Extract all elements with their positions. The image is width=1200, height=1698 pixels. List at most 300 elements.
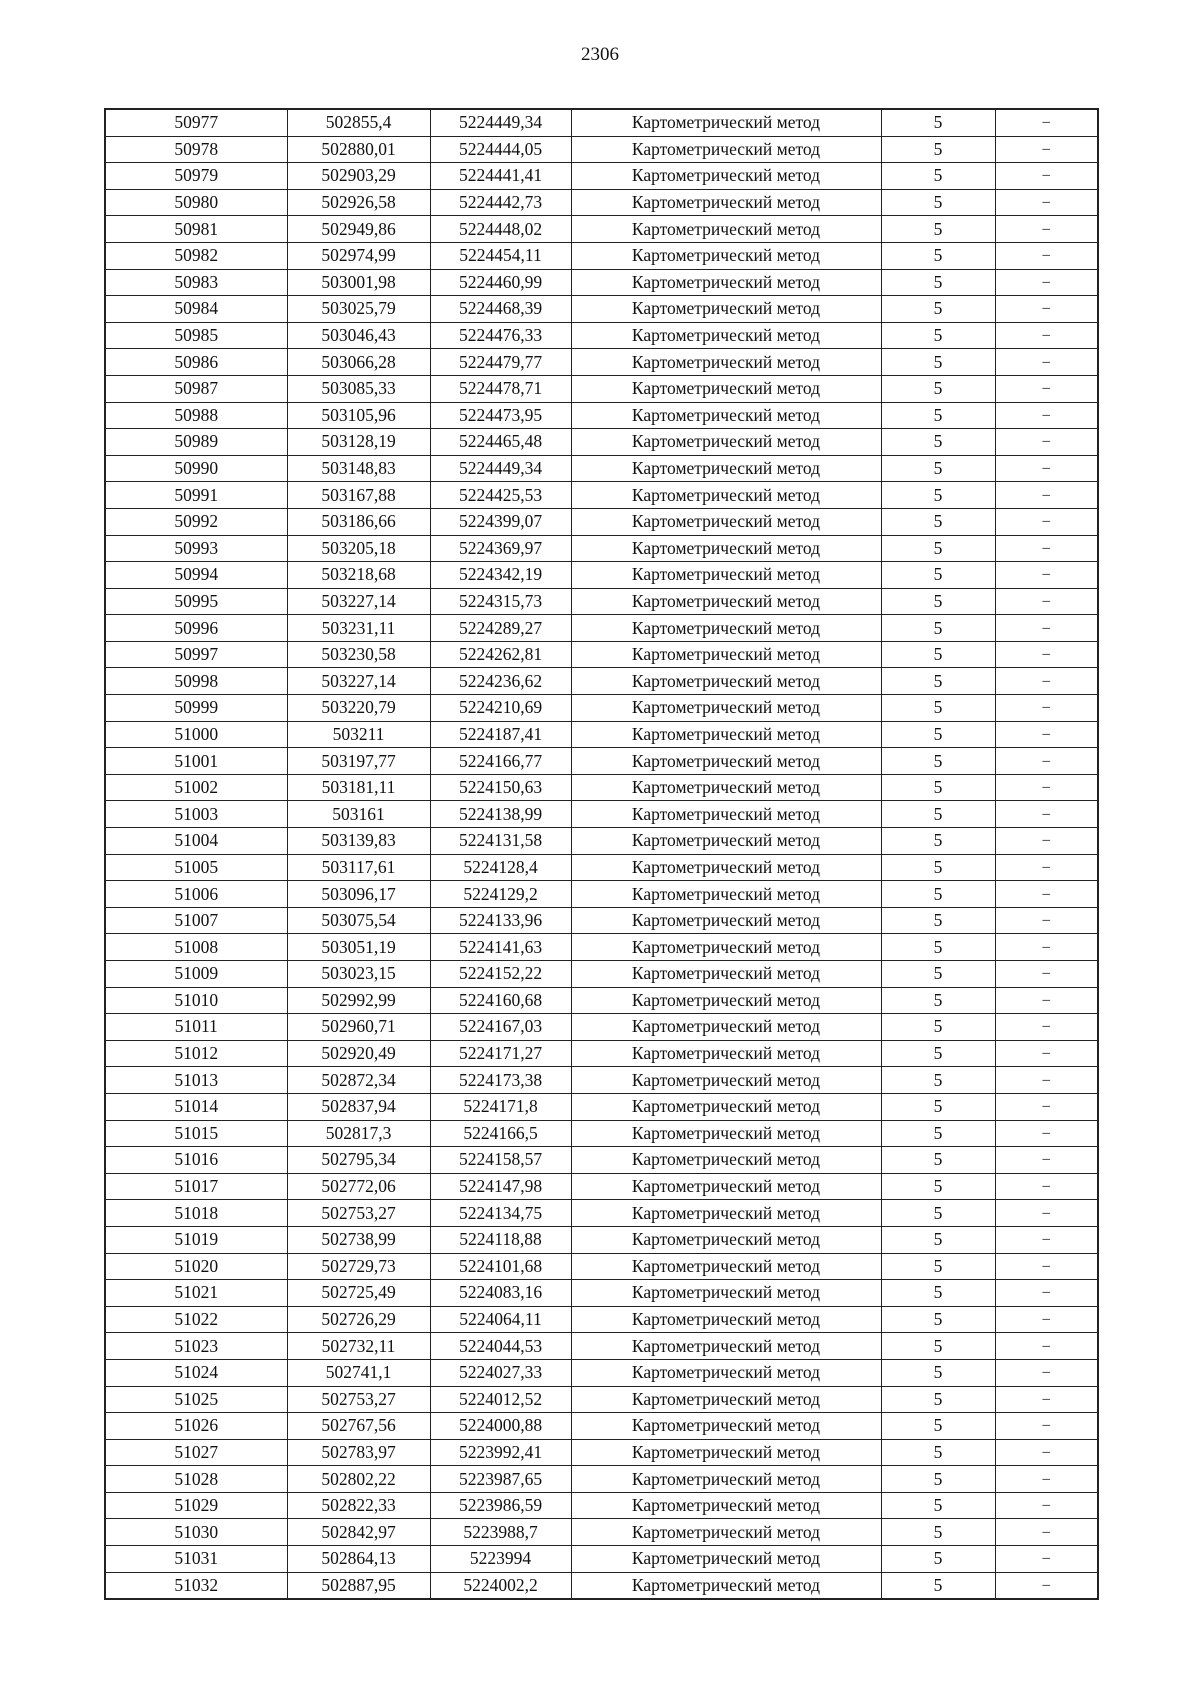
accuracy-cell: 5 [881,508,995,535]
accuracy-cell: 5 [881,588,995,615]
x-coordinate-cell: 503139,83 [287,828,430,855]
note-cell: – [995,216,1098,243]
accuracy-cell: 5 [881,482,995,509]
note-cell: – [995,109,1098,136]
point-number-cell: 50982 [105,242,287,269]
method-cell: Картометрический метод [571,641,881,668]
method-cell: Картометрический метод [571,189,881,216]
note-cell: – [995,1067,1098,1094]
accuracy-cell: 5 [881,1014,995,1041]
table-row [105,269,1098,296]
method-cell: Картометрический метод [571,828,881,855]
accuracy-cell: 5 [881,801,995,828]
point-number-cell: 51027 [105,1439,287,1466]
note-cell: – [995,402,1098,429]
point-number-cell: 51022 [105,1306,287,1333]
method-cell: Картометрический метод [571,216,881,243]
table-row [105,1439,1098,1466]
y-coordinate-cell: 5224138,99 [430,801,571,828]
note-cell: – [995,375,1098,402]
point-number-cell: 51018 [105,1200,287,1227]
method-cell: Картометрический метод [571,668,881,695]
note-cell: – [995,668,1098,695]
method-cell: Картометрический метод [571,1173,881,1200]
table-row [105,828,1098,855]
note-cell: – [995,163,1098,190]
table-row [105,1093,1098,1120]
accuracy-cell: 5 [881,535,995,562]
y-coordinate-cell: 5224425,53 [430,482,571,509]
method-cell: Картометрический метод [571,1466,881,1493]
accuracy-cell: 5 [881,695,995,722]
table-row [105,748,1098,775]
y-coordinate-cell: 5224044,53 [430,1333,571,1360]
coordinates-table [104,108,1099,1600]
x-coordinate-cell: 503227,14 [287,668,430,695]
table-row [105,1359,1098,1386]
y-coordinate-cell: 5224167,03 [430,1014,571,1041]
x-coordinate-cell: 503230,58 [287,641,430,668]
table-row [105,588,1098,615]
y-coordinate-cell: 5224012,52 [430,1386,571,1413]
point-number-cell: 51023 [105,1333,287,1360]
method-cell: Картометрический метод [571,535,881,562]
accuracy-cell: 5 [881,349,995,376]
accuracy-cell: 5 [881,163,995,190]
method-cell: Картометрический метод [571,695,881,722]
point-number-cell: 50997 [105,641,287,668]
method-cell: Картометрический метод [571,1093,881,1120]
note-cell: – [995,934,1098,961]
note-cell: – [995,535,1098,562]
note-cell: – [995,1413,1098,1440]
note-cell: – [995,695,1098,722]
x-coordinate-cell: 502817,3 [287,1120,430,1147]
y-coordinate-cell: 5224147,98 [430,1173,571,1200]
method-cell: Картометрический метод [571,1546,881,1573]
y-coordinate-cell: 5224134,75 [430,1200,571,1227]
note-cell: – [995,907,1098,934]
table-row [105,562,1098,589]
x-coordinate-cell: 503211 [287,721,430,748]
x-coordinate-cell: 503227,14 [287,588,430,615]
accuracy-cell: 5 [881,109,995,136]
table-row [105,296,1098,323]
y-coordinate-cell: 5224236,62 [430,668,571,695]
x-coordinate-cell: 502783,97 [287,1439,430,1466]
point-number-cell: 51002 [105,774,287,801]
point-number-cell: 51013 [105,1067,287,1094]
x-coordinate-cell: 502732,11 [287,1333,430,1360]
y-coordinate-cell: 5223986,59 [430,1492,571,1519]
y-coordinate-cell: 5224171,8 [430,1093,571,1120]
table-row [105,801,1098,828]
method-cell: Картометрический метод [571,1386,881,1413]
note-cell: – [995,641,1098,668]
y-coordinate-cell: 5224002,2 [430,1572,571,1599]
point-number-cell: 50996 [105,615,287,642]
point-number-cell: 51008 [105,934,287,961]
method-cell: Картометрический метод [571,1519,881,1546]
point-number-cell: 50984 [105,296,287,323]
accuracy-cell: 5 [881,296,995,323]
table-row [105,189,1098,216]
x-coordinate-cell: 503205,18 [287,535,430,562]
method-cell: Картометрический метод [571,1014,881,1041]
x-coordinate-cell: 503161 [287,801,430,828]
table-row [105,163,1098,190]
x-coordinate-cell: 502729,73 [287,1253,430,1280]
accuracy-cell: 5 [881,1173,995,1200]
x-coordinate-cell: 503181,11 [287,774,430,801]
method-cell: Картометрический метод [571,1120,881,1147]
x-coordinate-cell: 502822,33 [287,1492,430,1519]
method-cell: Картометрический метод [571,562,881,589]
x-coordinate-cell: 503023,15 [287,961,430,988]
accuracy-cell: 5 [881,1492,995,1519]
y-coordinate-cell: 5224141,63 [430,934,571,961]
point-number-cell: 51025 [105,1386,287,1413]
accuracy-cell: 5 [881,1200,995,1227]
method-cell: Картометрический метод [571,109,881,136]
point-number-cell: 51001 [105,748,287,775]
y-coordinate-cell: 5224000,88 [430,1413,571,1440]
y-coordinate-cell: 5223987,65 [430,1466,571,1493]
method-cell: Картометрический метод [571,881,881,908]
method-cell: Картометрический метод [571,1439,881,1466]
table-row [105,429,1098,456]
y-coordinate-cell: 5224166,77 [430,748,571,775]
y-coordinate-cell: 5224399,07 [430,508,571,535]
x-coordinate-cell: 503025,79 [287,296,430,323]
note-cell: – [995,1572,1098,1599]
point-number-cell: 50991 [105,482,287,509]
method-cell: Картометрический метод [571,801,881,828]
note-cell: – [995,508,1098,535]
method-cell: Картометрический метод [571,588,881,615]
note-cell: – [995,721,1098,748]
table-row [105,109,1098,136]
table-row [105,1014,1098,1041]
point-number-cell: 51005 [105,854,287,881]
accuracy-cell: 5 [881,269,995,296]
table-row [105,1173,1098,1200]
y-coordinate-cell: 5224342,19 [430,562,571,589]
x-coordinate-cell: 502855,4 [287,109,430,136]
note-cell: – [995,429,1098,456]
table-row [105,1200,1098,1227]
point-number-cell: 51028 [105,1466,287,1493]
method-cell: Картометрический метод [571,508,881,535]
y-coordinate-cell: 5224289,27 [430,615,571,642]
accuracy-cell: 5 [881,189,995,216]
x-coordinate-cell: 502880,01 [287,136,430,163]
y-coordinate-cell: 5224160,68 [430,987,571,1014]
x-coordinate-cell: 503096,17 [287,881,430,908]
x-coordinate-cell: 502753,27 [287,1200,430,1227]
point-number-cell: 51011 [105,1014,287,1041]
y-coordinate-cell: 5223988,7 [430,1519,571,1546]
point-number-cell: 51003 [105,801,287,828]
note-cell: – [995,588,1098,615]
table-row [105,854,1098,881]
y-coordinate-cell: 5224131,58 [430,828,571,855]
point-number-cell: 50995 [105,588,287,615]
accuracy-cell: 5 [881,1386,995,1413]
y-coordinate-cell: 5224152,22 [430,961,571,988]
method-cell: Картометрический метод [571,774,881,801]
point-number-cell: 51019 [105,1226,287,1253]
method-cell: Картометрический метод [571,136,881,163]
method-cell: Картометрический метод [571,349,881,376]
x-coordinate-cell: 503148,83 [287,455,430,482]
table-row [105,907,1098,934]
note-cell: – [995,1333,1098,1360]
table-row [105,641,1098,668]
method-cell: Картометрический метод [571,1492,881,1519]
method-cell: Картометрический метод [571,1200,881,1227]
accuracy-cell: 5 [881,774,995,801]
y-coordinate-cell: 5224454,11 [430,242,571,269]
table-row [105,721,1098,748]
note-cell: – [995,1492,1098,1519]
table-row [105,1067,1098,1094]
accuracy-cell: 5 [881,1413,995,1440]
x-coordinate-cell: 503220,79 [287,695,430,722]
point-number-cell: 51000 [105,721,287,748]
x-coordinate-cell: 502741,1 [287,1359,430,1386]
y-coordinate-cell: 5224166,5 [430,1120,571,1147]
x-coordinate-cell: 502864,13 [287,1546,430,1573]
accuracy-cell: 5 [881,1333,995,1360]
table-row [105,1492,1098,1519]
point-number-cell: 51009 [105,961,287,988]
x-coordinate-cell: 503105,96 [287,402,430,429]
note-cell: – [995,1147,1098,1174]
table-row [105,455,1098,482]
x-coordinate-cell: 503218,68 [287,562,430,589]
point-number-cell: 50985 [105,322,287,349]
method-cell: Картометрический метод [571,429,881,456]
point-number-cell: 51026 [105,1413,287,1440]
x-coordinate-cell: 502726,29 [287,1306,430,1333]
table-row [105,1572,1098,1599]
x-coordinate-cell: 502887,95 [287,1572,430,1599]
method-cell: Картометрический метод [571,615,881,642]
y-coordinate-cell: 5224476,33 [430,322,571,349]
method-cell: Картометрический метод [571,269,881,296]
note-cell: – [995,1386,1098,1413]
accuracy-cell: 5 [881,748,995,775]
table-row [105,535,1098,562]
accuracy-cell: 5 [881,961,995,988]
point-number-cell: 50990 [105,455,287,482]
y-coordinate-cell: 5223992,41 [430,1439,571,1466]
method-cell: Картометрический метод [571,987,881,1014]
note-cell: – [995,854,1098,881]
point-number-cell: 50979 [105,163,287,190]
accuracy-cell: 5 [881,1359,995,1386]
table-row [105,1120,1098,1147]
y-coordinate-cell: 5224083,16 [430,1280,571,1307]
point-number-cell: 50993 [105,535,287,562]
point-number-cell: 50977 [105,109,287,136]
accuracy-cell: 5 [881,429,995,456]
point-number-cell: 50987 [105,375,287,402]
y-coordinate-cell: 5224449,34 [430,455,571,482]
method-cell: Картометрический метод [571,854,881,881]
method-cell: Картометрический метод [571,1226,881,1253]
table-row [105,242,1098,269]
y-coordinate-cell: 5223994 [430,1546,571,1573]
method-cell: Картометрический метод [571,1359,881,1386]
y-coordinate-cell: 5224369,97 [430,535,571,562]
y-coordinate-cell: 5224448,02 [430,216,571,243]
table-row [105,1333,1098,1360]
method-cell: Картометрический метод [571,1280,881,1307]
accuracy-cell: 5 [881,242,995,269]
point-number-cell: 51021 [105,1280,287,1307]
note-cell: – [995,961,1098,988]
accuracy-cell: 5 [881,1439,995,1466]
accuracy-cell: 5 [881,1546,995,1573]
table-row [105,1413,1098,1440]
y-coordinate-cell: 5224118,88 [430,1226,571,1253]
table-row [105,987,1098,1014]
accuracy-cell: 5 [881,668,995,695]
note-cell: – [995,987,1098,1014]
x-coordinate-cell: 502795,34 [287,1147,430,1174]
x-coordinate-cell: 503051,19 [287,934,430,961]
point-number-cell: 50983 [105,269,287,296]
note-cell: – [995,1040,1098,1067]
note-cell: – [995,349,1098,376]
table-row [105,349,1098,376]
accuracy-cell: 5 [881,1093,995,1120]
x-coordinate-cell: 503231,11 [287,615,430,642]
point-number-cell: 51020 [105,1253,287,1280]
accuracy-cell: 5 [881,1147,995,1174]
accuracy-cell: 5 [881,934,995,961]
point-number-cell: 51030 [105,1519,287,1546]
note-cell: – [995,1173,1098,1200]
y-coordinate-cell: 5224129,2 [430,881,571,908]
accuracy-cell: 5 [881,1572,995,1599]
accuracy-cell: 5 [881,641,995,668]
accuracy-cell: 5 [881,907,995,934]
method-cell: Картометрический метод [571,322,881,349]
accuracy-cell: 5 [881,562,995,589]
note-cell: – [995,1014,1098,1041]
y-coordinate-cell: 5224027,33 [430,1359,571,1386]
point-number-cell: 51032 [105,1572,287,1599]
x-coordinate-cell: 503117,61 [287,854,430,881]
y-coordinate-cell: 5224465,48 [430,429,571,456]
x-coordinate-cell: 502738,99 [287,1226,430,1253]
note-cell: – [995,1359,1098,1386]
accuracy-cell: 5 [881,721,995,748]
accuracy-cell: 5 [881,402,995,429]
point-number-cell: 50980 [105,189,287,216]
note-cell: – [995,136,1098,163]
x-coordinate-cell: 503128,19 [287,429,430,456]
y-coordinate-cell: 5224171,27 [430,1040,571,1067]
note-cell: – [995,562,1098,589]
method-cell: Картометрический метод [571,402,881,429]
table-row [105,322,1098,349]
accuracy-cell: 5 [881,1306,995,1333]
note-cell: – [995,482,1098,509]
accuracy-cell: 5 [881,1253,995,1280]
x-coordinate-cell: 502767,56 [287,1413,430,1440]
x-coordinate-cell: 503066,28 [287,349,430,376]
table-row [105,1147,1098,1174]
point-number-cell: 51015 [105,1120,287,1147]
table-body [105,109,1098,1599]
point-number-cell: 51004 [105,828,287,855]
accuracy-cell: 5 [881,1067,995,1094]
note-cell: – [995,1093,1098,1120]
method-cell: Картометрический метод [571,455,881,482]
method-cell: Картометрический метод [571,1147,881,1174]
table-row [105,216,1098,243]
point-number-cell: 50992 [105,508,287,535]
method-cell: Картометрический метод [571,961,881,988]
table-row [105,668,1098,695]
accuracy-cell: 5 [881,1120,995,1147]
y-coordinate-cell: 5224441,41 [430,163,571,190]
x-coordinate-cell: 502872,34 [287,1067,430,1094]
y-coordinate-cell: 5224133,96 [430,907,571,934]
method-cell: Картометрический метод [571,163,881,190]
note-cell: – [995,296,1098,323]
point-number-cell: 50989 [105,429,287,456]
point-number-cell: 51014 [105,1093,287,1120]
note-cell: – [995,1439,1098,1466]
y-coordinate-cell: 5224101,68 [430,1253,571,1280]
point-number-cell: 51006 [105,881,287,908]
note-cell: – [995,1200,1098,1227]
x-coordinate-cell: 502926,58 [287,189,430,216]
point-number-cell: 51012 [105,1040,287,1067]
table-row [105,695,1098,722]
y-coordinate-cell: 5224262,81 [430,641,571,668]
accuracy-cell: 5 [881,1280,995,1307]
x-coordinate-cell: 502949,86 [287,216,430,243]
point-number-cell: 51031 [105,1546,287,1573]
x-coordinate-cell: 503197,77 [287,748,430,775]
y-coordinate-cell: 5224468,39 [430,296,571,323]
x-coordinate-cell: 502753,27 [287,1386,430,1413]
method-cell: Картометрический метод [571,375,881,402]
note-cell: – [995,1306,1098,1333]
note-cell: – [995,1120,1098,1147]
accuracy-cell: 5 [881,136,995,163]
note-cell: – [995,242,1098,269]
point-number-cell: 51024 [105,1359,287,1386]
y-coordinate-cell: 5224210,69 [430,695,571,722]
x-coordinate-cell: 503167,88 [287,482,430,509]
method-cell: Картометрический метод [571,1306,881,1333]
method-cell: Картометрический метод [571,242,881,269]
table-row [105,1466,1098,1493]
note-cell: – [995,189,1098,216]
accuracy-cell: 5 [881,1040,995,1067]
y-coordinate-cell: 5224442,73 [430,189,571,216]
note-cell: – [995,1466,1098,1493]
table-row [105,1519,1098,1546]
note-cell: – [995,881,1098,908]
